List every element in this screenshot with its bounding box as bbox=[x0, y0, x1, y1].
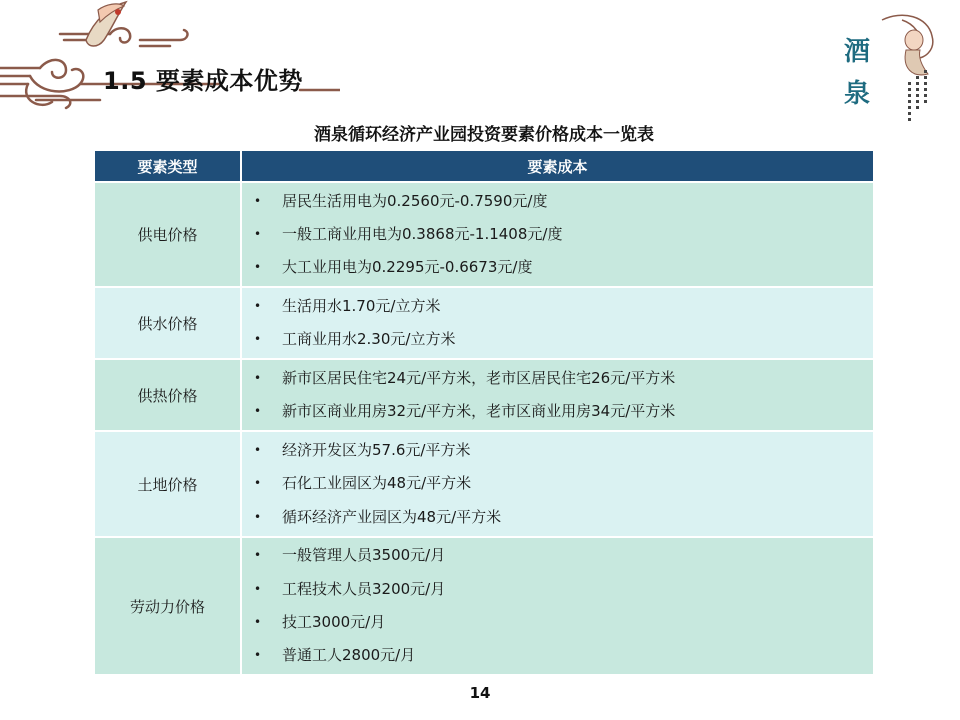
list-item-text: 循环经济产业园区为48元/平方米 bbox=[282, 507, 502, 526]
list-item-text: 新市区商业用房32元/平方米，老市区商业用房34元/平方米 bbox=[282, 402, 676, 420]
list-item bbox=[252, 395, 873, 428]
list-item-text: 经济开发区为57.6元/平方米 bbox=[282, 441, 471, 460]
row-category: 土地价格 bbox=[95, 430, 242, 536]
list-item bbox=[252, 290, 873, 323]
list-item bbox=[252, 434, 873, 467]
row-items bbox=[242, 286, 873, 358]
bullet-icon: • bbox=[254, 443, 262, 458]
bullet-icon: • bbox=[254, 648, 262, 663]
list-item-text: 石化工业园区为48元/平方米 bbox=[282, 474, 472, 493]
list-item-text: 工程技术人员3200元/月 bbox=[282, 579, 446, 598]
table-row-heating bbox=[95, 358, 873, 430]
list-item-text: 生活用水1.70元/立方米 bbox=[282, 296, 441, 315]
list-item-text: 普通工人2800元/月 bbox=[282, 646, 416, 665]
jiuquan-logo bbox=[832, 10, 942, 130]
list-item bbox=[252, 323, 873, 356]
list-item-text: 技工3000元/月 bbox=[282, 613, 386, 631]
list-item bbox=[252, 218, 873, 251]
list-item bbox=[252, 573, 873, 606]
row-category: 劳动力价格 bbox=[95, 536, 242, 674]
bullet-icon: • bbox=[254, 193, 262, 208]
bullet-icon: • bbox=[254, 332, 262, 346]
cost-table bbox=[95, 151, 873, 674]
list-item-text: 工商业用水2.30元/立方米 bbox=[282, 330, 456, 348]
svg-text:泉: 泉 bbox=[844, 79, 871, 109]
svg-text:酒: 酒 bbox=[844, 37, 871, 67]
list-item-text: 大工业用电为0.2295元-0.6673元/度 bbox=[282, 258, 533, 277]
list-item bbox=[252, 251, 873, 284]
table-title: 酒泉循环经济产业园投资要素价格成本一览表 bbox=[314, 125, 654, 145]
bullet-icon: • bbox=[254, 370, 262, 385]
list-item-text: 一般工商业用电为0.3868元-1.1408元/度 bbox=[282, 224, 563, 243]
list-item-text: 一般管理人员3500元/月 bbox=[282, 546, 446, 565]
list-item bbox=[252, 185, 873, 218]
page-number: 14 bbox=[469, 684, 491, 702]
bullet-icon: • bbox=[254, 226, 262, 241]
table-row-labor bbox=[95, 536, 873, 674]
row-category: 供水价格 bbox=[95, 286, 242, 358]
row-items bbox=[242, 430, 873, 536]
decorative-cloud-ornament bbox=[0, 0, 340, 115]
list-item-text: 新市区居民住宅24元/平方米，老市区居民住宅26元/平方米 bbox=[282, 368, 676, 387]
list-item bbox=[252, 467, 873, 500]
list-item bbox=[252, 639, 873, 672]
table-row-water bbox=[95, 286, 873, 358]
table-row-land bbox=[95, 430, 873, 536]
row-items bbox=[242, 536, 873, 674]
bullet-icon: • bbox=[254, 260, 262, 275]
table-header-row bbox=[95, 151, 873, 181]
bullet-icon: • bbox=[254, 509, 262, 524]
row-category: 供热价格 bbox=[95, 358, 242, 430]
bullet-icon: • bbox=[254, 404, 262, 418]
list-item bbox=[252, 362, 873, 395]
list-item bbox=[252, 539, 873, 572]
row-items bbox=[242, 358, 873, 430]
row-category: 供电价格 bbox=[95, 181, 242, 286]
column-header-type: 要素类型 bbox=[95, 151, 242, 181]
bullet-icon: • bbox=[254, 298, 262, 313]
bullet-icon: • bbox=[254, 476, 262, 491]
section-title: 1.5 要素成本优势 bbox=[103, 67, 303, 95]
bullet-icon: • bbox=[254, 548, 262, 563]
bullet-icon: • bbox=[254, 581, 262, 596]
list-item bbox=[252, 501, 873, 534]
row-items bbox=[242, 181, 873, 286]
list-item bbox=[252, 606, 873, 639]
column-header-cost: 要素成本 bbox=[242, 151, 873, 181]
list-item-text: 居民生活用电为0.2560元-0.7590元/度 bbox=[282, 191, 548, 210]
bullet-icon: • bbox=[254, 615, 262, 629]
table-row-electricity bbox=[95, 181, 873, 286]
